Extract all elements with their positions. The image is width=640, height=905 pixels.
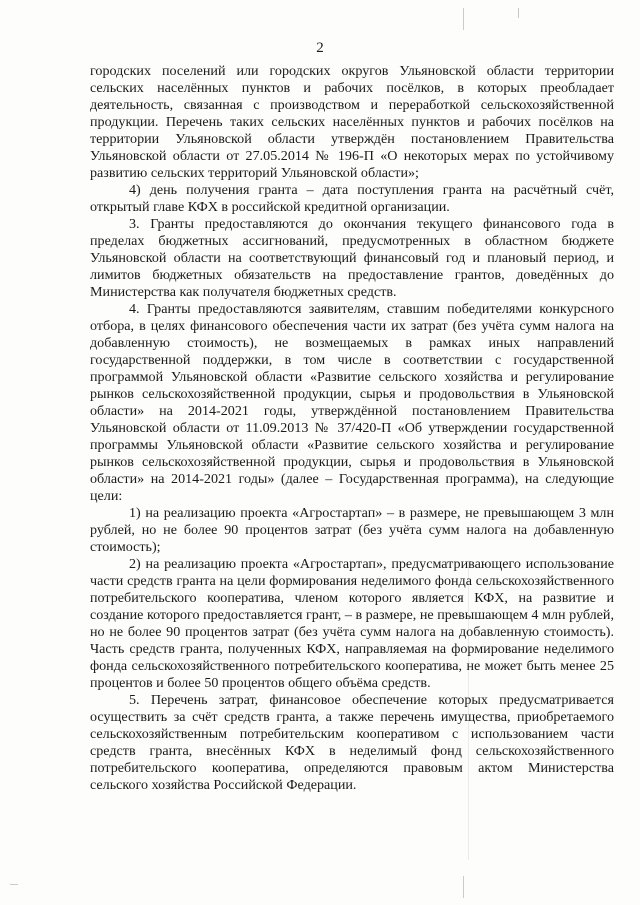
document-body [90,63,614,794]
paragraph-clause-3: 3. Гранты предоставляются до окончания текущего финансового года в пределах бюджетных ассигнований, предусмотренных в областном бюджете Ульяновской области на соответствующий финансовый год и плановый период, и лимитов бюджетных обязательств на предоставление грантов, доведённых до Министерства как получателя бюджетных средств. [90,216,614,300]
scan-artifact-top-right [518,8,519,18]
paragraph-clause-5: 5. Перечень затрат, финансовое обеспечение которых предусматривается осуществить за счёт средств гранта, а также перечень имущества, приобретаемого сельскохозяйственным потребительским кооперативом с использованием части средств гранта, внесённых КФХ в неделимый фонд сельскохозяйственного потребительского кооператива, определяются правовым актом Министерства сельского хозяйства Российской Федерации. [90,692,614,793]
scan-artifact-corner [10,884,18,885]
page-number: 2 [316,40,324,56]
paragraph-item-4: 4) день получения гранта – дата поступления гранта на расчётный счёт, открытый главе КФХ в российской кредитной организации. [90,182,614,215]
paragraph-clause-4: 4. Гранты предоставляются заявителям, ставшим победителями конкурсного отбора, в целях финансового обеспечения части их затрат (без учёта сумм налога на добавленную стоимость), не возмещаемых в рамках иных направлений государственной поддержки, в том числе в соответствии с государственной программой Ульяновской области «Развитие сельского хозяйства и регулирование рынков сельскохозяйственной продукции, сырья и продовольствия в Ульяновской области» на 2014-2021 годы, утверждённой постановлением Правительства Ульяновской области от 11.09.2013 № 37/420-П «Об утверждении государственной программы Ульяновской области «Развитие сельского хозяйства и регулирование рынков сельскохозяйственной продукции, сырья и продовольствия в Ульяновской области» на 2014-2021 годы» (далее – Государственная программа), на следующие цели: [90,301,614,504]
paragraph-continuation: городских поселений или городских округов Ульяновской области территории сельских населённых пунктов и рабочих посёлков, в которых преобладает деятельность, связанная с производством и переработкой сельскохозяйственной продукции. Перечень таких сельских населённых пунктов и рабочих посёлков на территории Ульяновской области утверждён постановлением Правительства Ульяновской области от 27.05.2014 № 196-П «О некоторых мерах по устойчивому развитию сельских территорий Ульяновской области»; [90,63,614,181]
scan-artifact-bottom [463,876,464,898]
paragraph-subitem-2: 2) на реализацию проекта «Агростартап», предусматривающего использование части средств гранта на цели формирования неделимого фонда сельскохозяйственного потребительского кооператива, членом которого является КФХ, на развитие и создание которого предоставляется грант, – в размере, не превышающем 4 млн рублей, но не более 90 процентов затрат (без учёта сумм налога на добавленную стоимость). Часть средств гранта, полученных КФХ, направляемая на формирование неделимого фонда сельскохозяйственного потребительского кооператива, не может быть менее 25 процентов и более 50 процентов общего объёма средств. [90,556,614,691]
paragraph-subitem-1: 1) на реализацию проекта «Агростартап» – в размере, не превышающем 3 млн рублей, но не более 90 процентов затрат (без учёта сумм налога на добавленную стоимость); [90,505,614,555]
scan-artifact-top [463,8,464,30]
